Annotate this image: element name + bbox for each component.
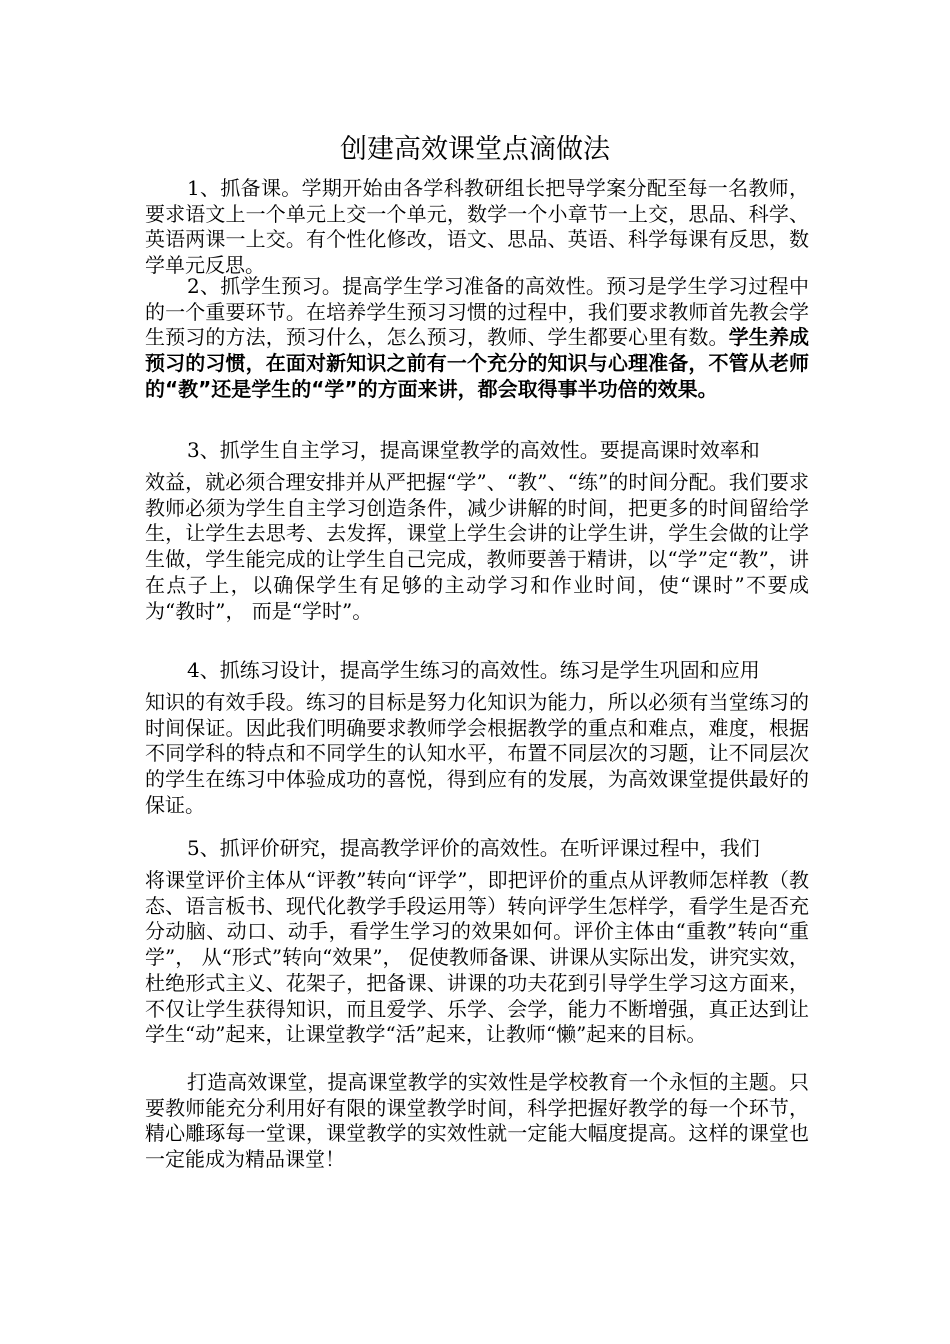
paragraph-4	[145, 650, 809, 819]
paragraph-3-body: 效益，就必须合理安排并从严把握“学”、“教”、“练”的时间分配。我们要求教师必须为学生自主学习创造条件，减少讲解的时间，把更多的时间留给学生，让学生去思考、去发挥，课堂上学生会讲的让学生讲，学生会做的让学生做，学生能完成的让学生自己完成，教师要善于精讲，以“学”定“教”，讲在点子上，以确保学生有足够的主动学习和作业时间，使“课时”不要成为“教时”， 而是“学时”。	[145, 470, 809, 623]
paragraph-5-body: 将课堂评价主体从“评教”转向“评学”，即把评价的重点从评教师怎样教（教态、语言板书、现代化教学手段运用等）转向评学生怎样学，看学生是否充分动脑、动口、动手，看学生学习的效果如何。评价主体由“重教”转向“重学”， 从“形式”转向“效果”， 促使教师备课、讲课从实际出发，讲究实效，杜绝形式主义、花架子，把备课、讲课的功夫花到引导学生学习这方面来，不仅让学生获得知识，而且爱学、乐学、会学，能力不断增强，真正达到让学生“动”起来，让课堂教学“活”起来，让教师“懒”起来的目标。	[145, 868, 809, 1047]
paragraph-4-body: 知识的有效手段。练习的目标是努力化知识为能力，所以必须有当堂练习的时间保证。因此我们明确要求教师学会根据教学的重点和难点，难度，根据不同学科的特点和不同学生的认知水平，布置不同层次的习题，让不同层次的学生在练习中体验成功的喜悦，得到应有的发展，为高效课堂提供最好的保证。	[145, 690, 809, 817]
paragraph-2-text: 2、抓学生预习。提高学生学习准备的高效性。预习是学生学习过程中的一个重要环节。在培养学生预习习惯的过程中，我们要求教师首先教会学生预习的方法，预习什么，怎么预习，教师、学生都要心里有数。	[145, 274, 809, 350]
paragraph-2	[145, 274, 809, 403]
document-title: 创建高效课堂点滴做法	[340, 134, 610, 165]
paragraph-2-bold-text: 学生养成预习的习惯，在面对新知识之前有一个充分的知识与心理准备，不管从老师的“教”还是学生的“学”的方面来讲，都会取得事半功倍的效果。	[145, 325, 809, 401]
paragraph-6: 打造高效课堂，提高课堂教学的实效性是学校教育一个永恒的主题。只要教师能充分利用好有限的课堂教学时间，科学把握好教学的每一个环节，精心雕琢每一堂课，课堂教学的实效性就一定能大幅度提高。这样的课堂也一定能成为精品课堂！	[145, 1070, 809, 1172]
paragraph-5	[145, 828, 809, 1048]
paragraph-3	[145, 430, 809, 624]
paragraph-1: 1、抓备课。学期开始由各学科教研组长把导学案分配至每一名教师，要求语文上一个单元上交一个单元，数学一个小章节一上交，思品、科学、英语两课一上交。有个性化修改，语文、思品、英语、科学每课有反思，数学单元反思。	[145, 176, 809, 278]
paragraph-5-lead: 5、抓评价研究，提高教学评价的高效性。在听评课过程中，我们	[187, 836, 760, 860]
paragraph-4-lead: 4、抓练习设计，提高学生练习的高效性。练习是学生巩固和应用	[187, 658, 760, 682]
paragraph-3-lead: 3、抓学生自主学习，提高课堂教学的高效性。要提高课时效率和	[187, 438, 760, 462]
